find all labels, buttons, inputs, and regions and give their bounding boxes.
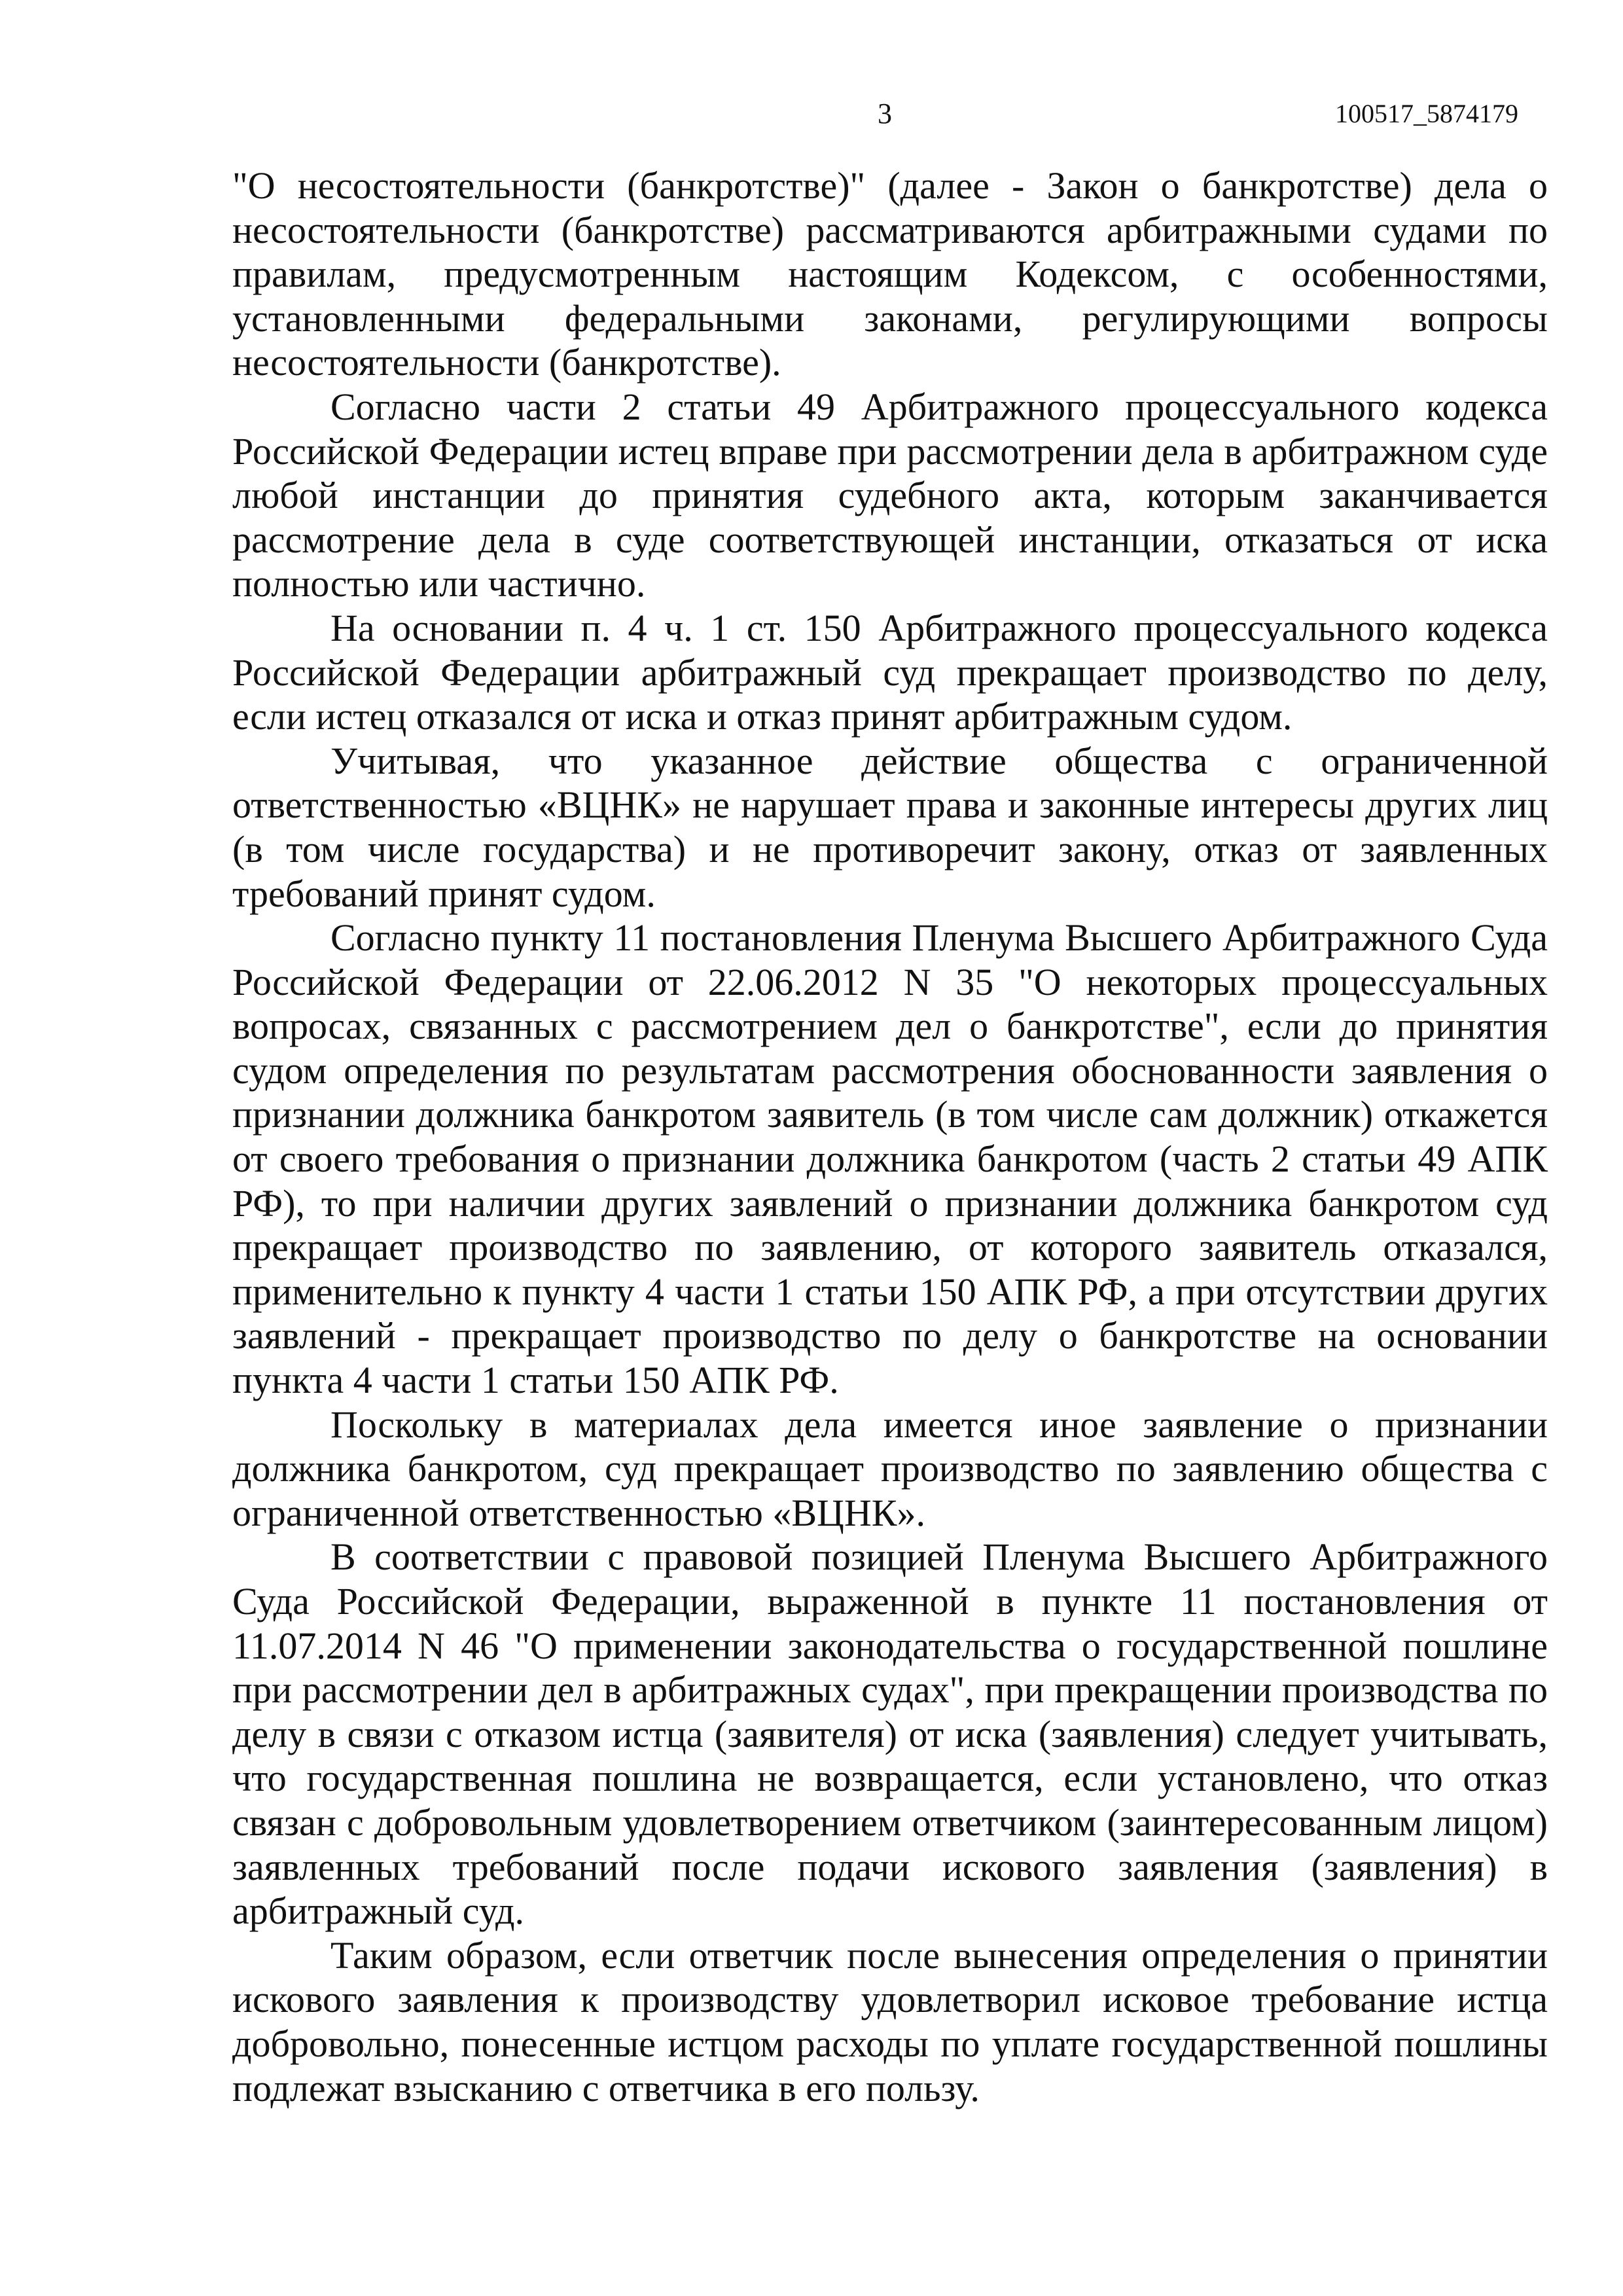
document-body <box>232 164 1548 2110</box>
paragraph-state-duty: Таким образом, если ответчик после вынесения определения о принятии искового заявления к производству удовлетворил исковое требование истца добровольно, понесенные истцом расходы по уплате государственной пошлины подлежат взысканию с ответчика в его пользу. <box>232 1933 1548 2109</box>
paragraph-other-application: Поскольку в материалах дела имеется иное заявление о признании должника банкротом, суд прекращает производство по заявлению общества с ограниченной ответственностью «ВЦНК». <box>232 1403 1548 1534</box>
page-number: 3 <box>878 98 892 130</box>
paragraph-art-150: На основании п. 4 ч. 1 ст. 150 Арбитражного процессуального кодекса Российской Федерации арбитражный суд прекращает производство по делу, если истец отказался от иска и отказ принят арбитражным судом. <box>232 606 1548 738</box>
document-id: 100517_5874179 <box>1335 99 1518 128</box>
paragraph-plenum-35: Согласно пункту 11 постановления Пленума Высшего Арбитражного Суда Российской Федерации от 22.06.2012 N 35 "О некоторых процессуальных вопросах, связанных с рассмотрением дел о банкротстве", если до принятия судом определения по результатам рассмотрения обоснованности заявления о признании должника банкротом заявитель (в том числе сам должник) откажется от своего требования о признании должника банкротом (часть 2 статьи 49 АПК РФ), то при наличии других заявлений о признании должника банкротом суд прекращает производство по заявлению, от которого заявитель отказался, применительно к пункту 4 части 1 статьи 150 АПК РФ, а при отсутствии других заявлений - прекращает производство по делу о банкротстве на основании пункта 4 части 1 статьи 150 АПК РФ. <box>232 916 1548 1402</box>
paragraph-refusal-accepted: Учитывая, что указанное действие общества с ограниченной ответственностью «ВЦНК» не нарушает права и законные интересы других лиц (в том числе государства) и не противоречит закону, отказ от заявленных требований принят судом. <box>232 739 1548 915</box>
paragraph-art-49: Согласно части 2 статьи 49 Арбитражного процессуального кодекса Российской Федерации истец вправе при рассмотрении дела в арбитражном суде любой инстанции до принятия судебного акта, которым заканчивается рассмотрение дела в суде соответствующей инстанции, отказаться от иска полностью или частично. <box>232 385 1548 605</box>
paragraph-continuation: "О несостоятельности (банкротстве)" (далее - Закон о банкротстве) дела о несостоятельности (банкротстве) рассматриваются арбитражными судами по правилам, предусмотренным настоящим Кодексом, с особенностями, установленными федеральными законами, регулирующими вопросы несостоятельности (банкротстве). <box>232 164 1548 384</box>
paragraph-plenum-46: В соответствии с правовой позицией Пленума Высшего Арбитражного Суда Российской Федерации, выраженной в пункте 11 постановления от 11.07.2014 N 46 "О применении законодательства о государственной пошлине при рассмотрении дел в арбитражных судах", при прекращении производства по делу в связи с отказом истца (заявителя) от иска (заявления) следует учитывать, что государственная пошлина не возвращается, если установлено, что отказ связан с добровольным удовлетворением ответчиком (заинтересованным лицом) заявленных требований после подачи искового заявления (заявления) в арбитражный суд. <box>232 1535 1548 1933</box>
